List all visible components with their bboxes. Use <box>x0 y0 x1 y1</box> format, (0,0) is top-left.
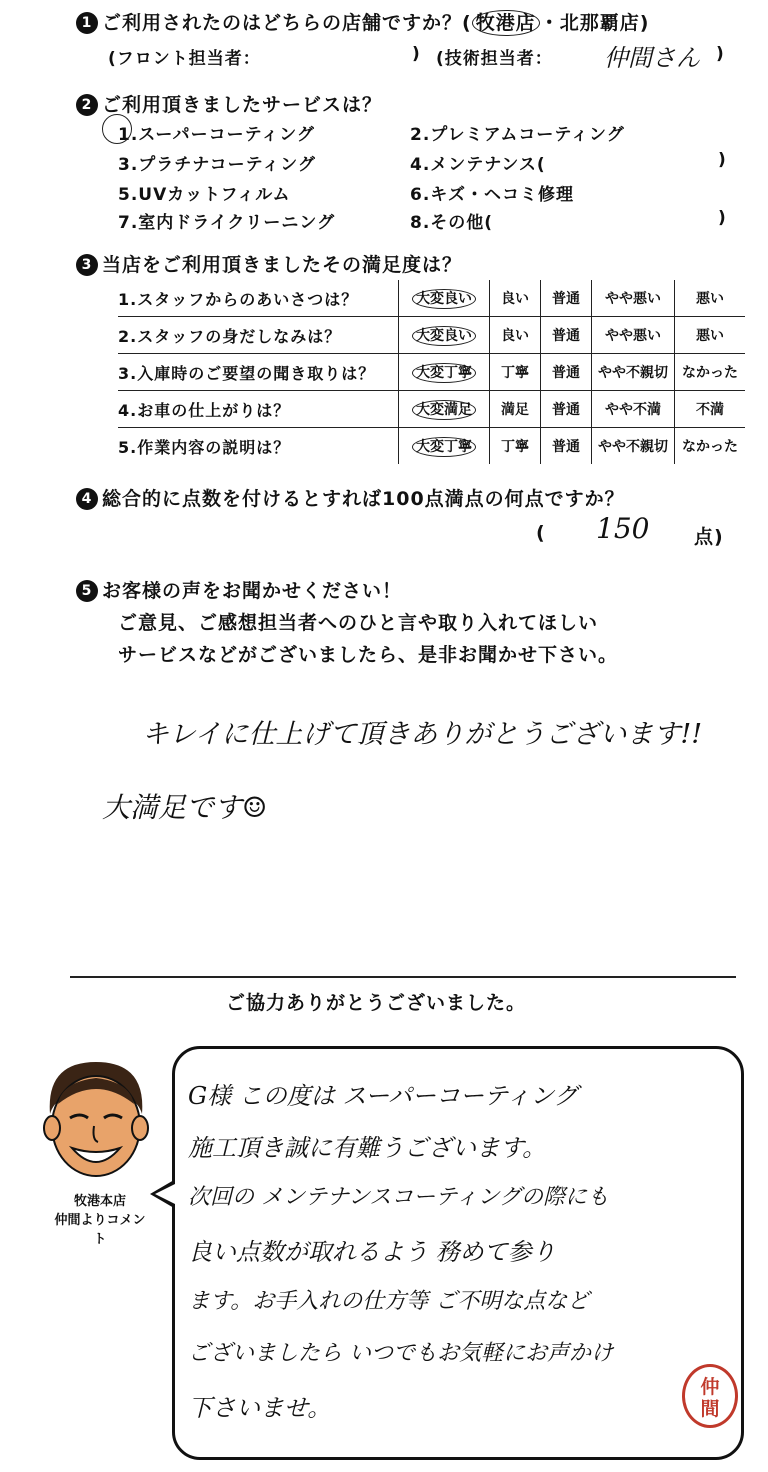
comment-line-7: 下さいませ。 <box>188 1394 332 1422</box>
comment-line-6: ございましたら いつでもお気軽にお声かけ <box>188 1341 613 1366</box>
comment-line-4: 良い点数が取れるよう 務めて参り <box>188 1238 556 1266</box>
q1-front-label: (フロント担当者： <box>108 49 261 69</box>
cell-selected: 大変満足 <box>412 400 476 420</box>
row-label: 4.お車の仕上がりは？ <box>118 391 399 428</box>
q2-text: ご利用頂きましたサービスは？ <box>102 94 383 116</box>
q1-front-close: ) <box>412 44 421 64</box>
cell <box>399 317 490 354</box>
cell: やや不満 <box>592 391 675 428</box>
table-row <box>118 317 745 354</box>
q1-close: ) <box>639 12 650 34</box>
cell: 良い <box>490 317 541 354</box>
cell: やや不親切 <box>592 428 675 465</box>
q1-store-b: 北那覇店 <box>559 12 640 34</box>
q1-tech-value: 仲間さん <box>604 44 700 72</box>
q4-number: 4 <box>76 488 98 510</box>
table-row <box>118 354 745 391</box>
bubble-tail-inner <box>155 1184 175 1204</box>
thanks-text: ご協力ありがとうございました。 <box>226 992 527 1014</box>
q2-option-4: 4.メンテナンス( <box>410 155 546 175</box>
staff-caption-2: 仲間よりコメント <box>54 1213 146 1247</box>
table-row <box>118 280 745 317</box>
q1-front <box>108 44 261 69</box>
comment-line-3: 次回の メンテナンスコーティングの際にも <box>188 1185 610 1210</box>
hanko-seal <box>682 1364 738 1428</box>
cell: やや悪い <box>592 317 675 354</box>
seal-text: 仲間 <box>700 1376 720 1420</box>
q4-open: ( <box>536 522 546 544</box>
staff-caption-1: 牧港本店 <box>73 1194 126 1209</box>
q5-number: 5 <box>76 580 98 602</box>
staff-avatar <box>36 1052 156 1184</box>
q2-option-6: 6.キズ・ヘコミ修理 <box>410 185 574 205</box>
cell-selected: 大変丁寧 <box>412 437 476 457</box>
q2-option-4-close: ) <box>718 150 727 170</box>
q5-line3: サービスなどがございましたら、是非お聞かせ下さい。 <box>118 644 619 666</box>
cell: 不満 <box>675 391 746 428</box>
q5-line2: ご意見、ご感想担当者へのひと言や取り入れてほしい <box>118 612 599 634</box>
cell: 普通 <box>541 428 592 465</box>
q1-tech-close: ) <box>716 44 725 64</box>
cell: なかった <box>675 428 746 465</box>
divider <box>70 976 736 978</box>
q5-heading <box>76 576 402 603</box>
q2-option-3: 3.プラチナコーティング <box>118 155 316 175</box>
q4-unit: 点) <box>694 526 724 548</box>
cell <box>399 391 490 428</box>
q5-text: お客様の声をお聞かせください！ <box>102 580 403 602</box>
q1-text: ご利用されたのはどちらの店舗ですか？( <box>102 12 472 34</box>
q2-heading <box>76 90 382 117</box>
comment-line-5: ます。お手入れの仕方等 ご不明な点など <box>188 1289 590 1314</box>
cell-selected: 大変良い <box>412 289 476 309</box>
q2-number: 2 <box>76 94 98 116</box>
q1-tech-label: (技術担当者： <box>436 49 553 69</box>
row-label: 2.スタッフの身だしなみは？ <box>118 317 399 354</box>
staff-caption <box>50 1190 150 1247</box>
comment-line-2: 施工頂き誠に有難うございます。 <box>188 1134 547 1162</box>
q5-answer-2: 大満足です☺ <box>102 791 268 824</box>
cell: 満足 <box>490 391 541 428</box>
cell <box>399 354 490 391</box>
row-label: 5.作業内容の説明は？ <box>118 428 399 465</box>
cell: 丁寧 <box>490 428 541 465</box>
cell: 丁寧 <box>490 354 541 391</box>
cell: やや不親切 <box>592 354 675 391</box>
q1-store-a: 牧港店 <box>472 10 540 36</box>
satisfaction-table <box>118 280 745 464</box>
cell: 悪い <box>675 280 746 317</box>
cell: 普通 <box>541 354 592 391</box>
comment-line-1: G様 この度は スーパーコーティング <box>188 1082 578 1110</box>
q2-option-8-close: ) <box>718 208 727 228</box>
row-label: 3.入庫時のご要望の聞き取りは？ <box>118 354 399 391</box>
q3-text: 当店をご利用頂きましたその満足度は？ <box>102 254 463 276</box>
q5-answer-1: キレイに仕上げて頂きありがとうございます!! <box>142 719 703 750</box>
cell: 良い <box>490 280 541 317</box>
q2-option-1: 1.スーパーコーティング <box>118 125 315 145</box>
row-label: 1.スタッフからのあいさつは？ <box>118 289 359 309</box>
q2-option-5: 5.UVカットフィルム <box>118 185 291 205</box>
table-row <box>118 428 745 465</box>
q1-heading <box>76 8 649 35</box>
cell: 普通 <box>541 280 592 317</box>
cell: なかった <box>675 354 746 391</box>
q4-heading <box>76 484 625 511</box>
q2-option-8: 8.その他( <box>410 213 494 233</box>
q3-heading <box>76 250 462 277</box>
cell: 悪い <box>675 317 746 354</box>
q4-text: 総合的に点数を付けるとすれば100点満点の何点ですか？ <box>102 488 625 510</box>
cell: やや悪い <box>592 280 675 317</box>
q1-number: 1 <box>76 12 98 34</box>
q2-option-7: 7.室内ドライクリーニング <box>118 213 336 233</box>
cell: 普通 <box>541 391 592 428</box>
cell-selected: 大変丁寧 <box>412 363 476 383</box>
q3-number: 3 <box>76 254 98 276</box>
cell-selected: 大変良い <box>412 326 476 346</box>
cell <box>399 280 490 317</box>
q2-option-1-circle <box>102 114 132 144</box>
cell: 普通 <box>541 317 592 354</box>
table-row <box>118 391 745 428</box>
q1-sep: ・ <box>539 12 560 34</box>
q4-score: 150 <box>596 512 650 545</box>
q2-option-2: 2.プレミアムコーティング <box>410 125 625 145</box>
cell <box>399 428 490 465</box>
